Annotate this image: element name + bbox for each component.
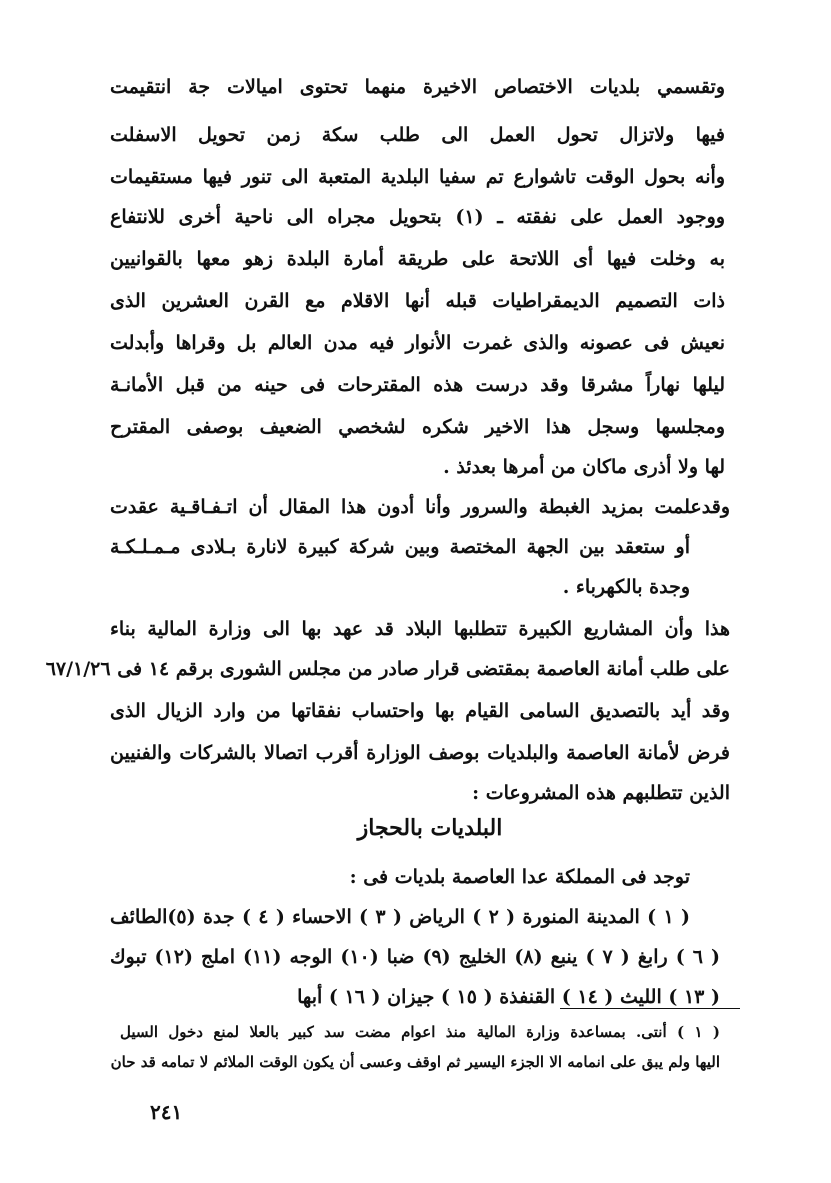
body-line-3: وأنه بحول الوقت تاشوارع تم سفيا البلدية المتعبة الى تنور فيها مستقيمات [110, 166, 725, 188]
body-line-4: ووجود العمل على نفقته ـ (١) بتحويل مجراه الى ناحية أخرى للانتفاع [110, 206, 725, 228]
municipality-list-line-3: ( ١٣ ) الليث ( ١٤ ) القنفذة ( ١٥ ) جيزان ( ١٦ ) أبها [297, 986, 720, 1008]
municipality-list-line-2: ( ٦ ) رابغ ( ٧ ) ينبع (٨) الخليج (٩) ضبا (١٠) الوجه (١١) املج (١٢) تبوك [110, 946, 720, 968]
body-line-12: أو ستعقد بين الجهة المختصة وبين شركة كبيرة لانارة بـلادى مـمـلـكـة [110, 536, 690, 558]
footnote-line-2: اليها ولم يبق على انمامه الا الجزء اليسير ثم اوقف وعسى أن يكون الوقت الملائم لا تمامه قد حان [110, 1053, 720, 1071]
body-line-5: به وخلت فيها أى اللاتحة على طريقة أمارة البلدة زهو معها بالقوانيين [110, 248, 725, 270]
body-line-1: وتقسمي بلديات الاختصاص الاخيرة منهما تحتوى اميالات جة انتقيمت [110, 76, 725, 98]
body-line-8: ليلها نهاراً مشرقا وقد درست هذه المقترحات فى حينه من قبل الأمانـة [110, 374, 725, 396]
body-line-6: ذات التصميم الديمقراطيات قبله أنها الاقلام مع القرن العشرين الذى [110, 290, 725, 312]
body-line-17: فرض لأمانة العاصمة والبلديات بوصف الوزارة أقرب اتصالا بالشركات والفنيين [110, 742, 730, 764]
body-line-16: وقد أيد بالتصديق السامى القيام بها واحتساب نفقاتها من وارد الزيال الذى [110, 700, 730, 722]
body-line-18: الذين تتطلبهم هذه المشروعات : [472, 782, 730, 804]
footnote-divider [560, 1008, 740, 1009]
body-line-7: نعيش فى عصونه والذى غمرت الأنوار فيه مدن العالم بل وقراها وأبدلت [110, 332, 725, 354]
page-number: ٢٤١ [150, 1100, 183, 1124]
section-heading-text: البلديات بالحجاز [357, 815, 503, 841]
body-line-15: على طلب أمانة العاصمة بمقتضى قرار صادر من مجلس الشورى برقم ١٤ فى ٦٧/١/٢٦ [45, 658, 730, 680]
body-line-10: لها ولا أذرى ماكان من أمرها بعدئذ . [443, 456, 725, 478]
body-line-2: فيها ولاتزال تحول العمل الى طلب سكة زمن تحويل الاسفلت [110, 124, 725, 146]
section-heading [220, 810, 640, 846]
municipality-list-line-1: ( ١ ) المدينة المنورة ( ٢ ) الرياض ( ٣ ) الاحساء ( ٤ ) جدة (٥)الطائف [110, 906, 691, 928]
body-line-11: وقدعلمت بمزيد الغبطة والسرور وأنا أدون هذا المقال أن اتـفـاقـية عقدت [110, 496, 730, 518]
body-line-9: ومجلسها وسجل هذا الاخير شكره لشخصي الضعيف بوصفى المقترح [110, 416, 725, 438]
body-line-14: هذا وأن المشاريع الكبيرة تتطلبها البلاد قد عهد بها الى وزارة المالية بناء [110, 618, 730, 640]
footnote-line-1: ( ١ ) أنتى. بمساعدة وزارة المالية منذ اعوام مضت سد كبير بالعلا لمنع دخول السيل [120, 1023, 720, 1041]
heading-intro-line: توجد فى المملكة عدا العاصمة بلديات فى : [349, 866, 690, 888]
body-line-13: وجدة بالكهرباء . [562, 576, 690, 598]
